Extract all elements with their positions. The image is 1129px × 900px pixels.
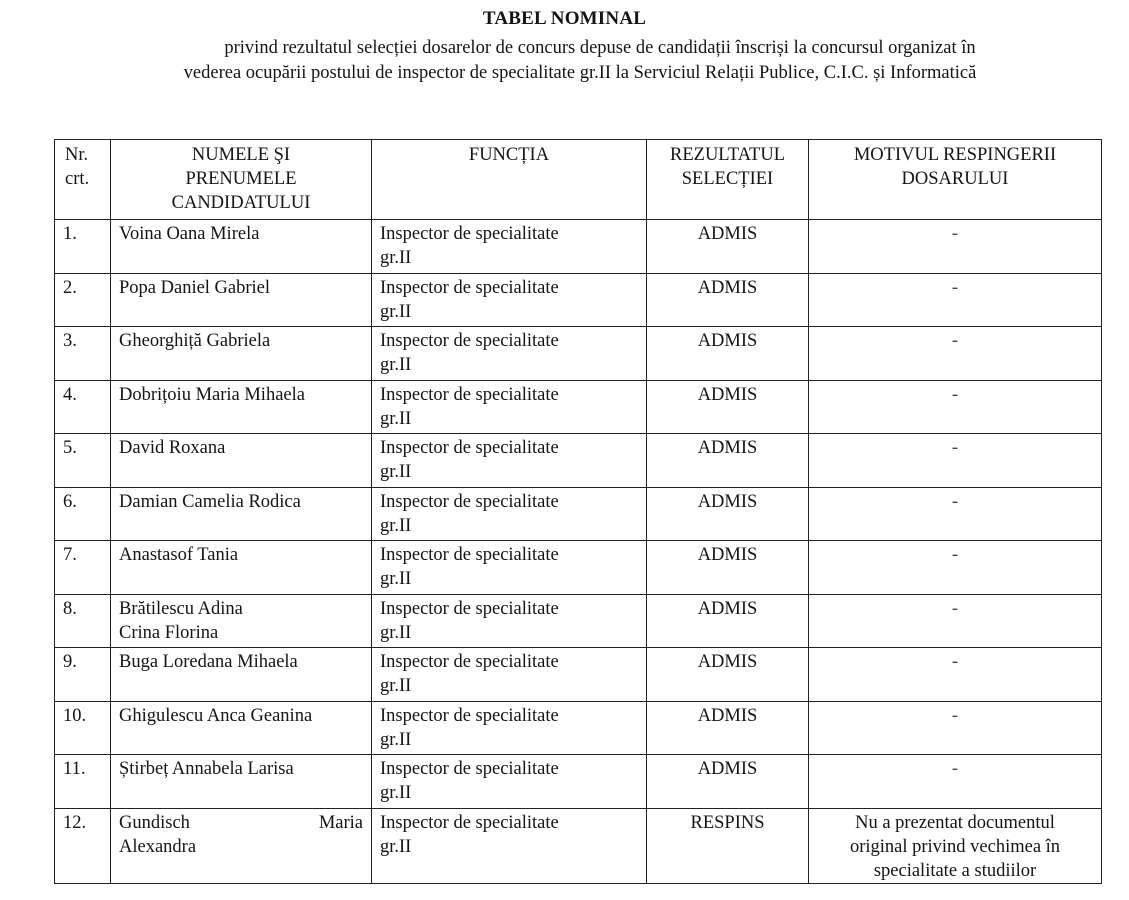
candidate-function: [372, 755, 647, 809]
candidate-name-line-1: Damian Camelia Rodica: [119, 491, 301, 512]
function-line-2: gr.II: [380, 248, 412, 268]
function-line-1: Inspector de specialitate: [380, 331, 559, 351]
candidate-name: [111, 701, 372, 755]
selection-result: ADMIS: [647, 434, 809, 488]
header-name-line-1: NUMELE ŞI: [191, 145, 291, 165]
function-line-1: Inspector de specialitate: [380, 277, 559, 298]
header-result: [647, 140, 809, 220]
rejection-reason: -: [809, 755, 1102, 809]
candidate-name: [111, 273, 372, 327]
function-line-1: Inspector de specialitate: [380, 545, 559, 565]
candidate-name-line-2: Alexandra: [119, 836, 197, 857]
candidate-name-line-1: Buga Loredana Mihaela: [119, 652, 298, 672]
candidate-name-line-1: Anastasof Tania: [119, 545, 239, 565]
header-result-line-1: REZULTATUL: [670, 145, 785, 165]
row-number: 1.: [55, 220, 111, 274]
candidate-name-line-2: Crina Florina: [119, 622, 219, 643]
candidate-function: [372, 327, 647, 381]
candidate-name-line-1: Voina Oana Mirela: [119, 224, 260, 244]
document-title: TABEL NOMINAL: [482, 8, 647, 29]
row-number: 7.: [55, 541, 111, 595]
table-row: [55, 434, 1102, 488]
rejection-reason-line-3: specialitate a studiilor: [873, 860, 1037, 881]
row-number: 6.: [55, 487, 111, 541]
function-line-2: gr.II: [380, 729, 412, 750]
header-row: [55, 140, 1102, 220]
candidate-name: [111, 541, 372, 595]
candidate-name-line-1: Ghigulescu Anca Geanina: [119, 705, 313, 726]
table-row: [55, 273, 1102, 327]
function-line-1: Inspector de specialitate: [380, 812, 559, 833]
function-line-2: gr.II: [380, 569, 412, 589]
header-nr: [55, 140, 111, 220]
header-name: [111, 140, 372, 220]
candidate-function: [372, 594, 647, 648]
candidate-function: [372, 648, 647, 702]
candidate-function: [372, 434, 647, 488]
selection-result: ADMIS: [647, 273, 809, 327]
table-row: [55, 541, 1102, 595]
candidate-name: [111, 648, 372, 702]
row-number: 2.: [55, 273, 111, 327]
header-name-line-3: CANDIDATULUI: [171, 193, 311, 213]
function-line-2: gr.II: [380, 408, 412, 429]
table-row: [55, 755, 1102, 809]
rejection-reason: -: [809, 220, 1102, 274]
candidate-name: [111, 434, 372, 488]
rejection-reason: [809, 808, 1102, 883]
candidate-first-name: Maria: [318, 812, 363, 833]
header-reason-line-1: MOTIVUL RESPINGERII: [853, 145, 1057, 165]
rejection-reason: -: [809, 327, 1102, 381]
candidate-name-line-1: Gheorghiță Gabriela: [119, 331, 271, 351]
results-table: [54, 139, 1102, 884]
candidate-function: [372, 701, 647, 755]
rejection-reason: -: [809, 701, 1102, 755]
candidate-name: [111, 808, 372, 883]
candidate-function: [372, 220, 647, 274]
candidate-function: [372, 380, 647, 434]
function-line-1: Inspector de specialitate: [380, 491, 559, 512]
header-name-line-2: PRENUMELE: [185, 169, 297, 189]
function-line-2: gr.II: [380, 462, 412, 482]
selection-result: ADMIS: [647, 327, 809, 381]
function-line-1: Inspector de specialitate: [380, 224, 559, 244]
header-nr-line-1: Nr.: [65, 145, 89, 165]
table-row: [55, 380, 1102, 434]
candidate-name-line-1: Brătilescu Adina: [119, 598, 243, 619]
selection-result: ADMIS: [647, 755, 809, 809]
selection-result: RESPINS: [647, 808, 809, 883]
function-line-2: gr.II: [380, 836, 412, 857]
function-line-1: Inspector de specialitate: [380, 598, 559, 619]
table-row: [55, 808, 1102, 883]
candidate-name-line-1: Popa Daniel Gabriel: [119, 277, 271, 298]
candidate-name: [111, 380, 372, 434]
function-line-2: gr.II: [380, 355, 412, 375]
rejection-reason: -: [809, 434, 1102, 488]
table-row: [55, 648, 1102, 702]
subtitle-line-2: vederea ocupării postului de inspector de specialitate gr.II la Serviciul Relații Publice, C.I.C. și Informatică: [183, 63, 977, 83]
selection-result: ADMIS: [647, 541, 809, 595]
row-number: 11.: [55, 755, 111, 809]
table-row: [55, 327, 1102, 381]
rejection-reason-line-2: original privind vechimea în: [849, 836, 1061, 857]
table-row: [55, 701, 1102, 755]
row-number: 8.: [55, 594, 111, 648]
function-line-2: gr.II: [380, 301, 412, 322]
candidate-function: [372, 487, 647, 541]
subtitle-line-1: privind rezultatul selecției dosarelor de concurs depuse de candidații înscriși la concursul organizat în: [224, 38, 976, 58]
selection-result: ADMIS: [647, 594, 809, 648]
function-line-2: gr.II: [380, 622, 412, 643]
row-number: 10.: [55, 701, 111, 755]
table-row: [55, 594, 1102, 648]
candidate-name: [111, 327, 372, 381]
candidate-name: [111, 755, 372, 809]
table-header: [55, 140, 1102, 220]
candidate-name: [111, 594, 372, 648]
header-nr-line-2: crt.: [65, 169, 90, 189]
header-result-line-2: SELECȚIEI: [681, 169, 774, 189]
rejection-reason: -: [809, 541, 1102, 595]
row-number: 9.: [55, 648, 111, 702]
header-function: [372, 140, 647, 220]
header-reason: [809, 140, 1102, 220]
selection-result: ADMIS: [647, 487, 809, 541]
function-line-1: Inspector de specialitate: [380, 759, 559, 779]
selection-result: ADMIS: [647, 701, 809, 755]
selection-result: ADMIS: [647, 648, 809, 702]
row-number: 3.: [55, 327, 111, 381]
rejection-reason: -: [809, 273, 1102, 327]
function-line-2: gr.II: [380, 676, 412, 696]
header-reason-line-2: DOSARULUI: [901, 169, 1009, 189]
rejection-reason: -: [809, 487, 1102, 541]
header-function-label: FUNCȚIA: [468, 145, 550, 165]
selection-result: ADMIS: [647, 380, 809, 434]
rejection-reason: -: [809, 648, 1102, 702]
rejection-reason-line-1: Nu a prezentat documentul: [855, 812, 1055, 833]
candidate-name-line-1: Știrbeț Annabela Larisa: [119, 759, 294, 779]
selection-result: ADMIS: [647, 220, 809, 274]
candidate-function: [372, 273, 647, 327]
table-row: [55, 487, 1102, 541]
candidate-name-line-1: David Roxana: [119, 438, 226, 458]
table-row: [55, 220, 1102, 274]
function-line-1: Inspector de specialitate: [380, 705, 559, 726]
rejection-reason: -: [809, 380, 1102, 434]
candidate-name-line-1: Dobrițoiu Maria Mihaela: [119, 384, 305, 405]
function-line-2: gr.II: [380, 783, 412, 803]
row-number: 4.: [55, 380, 111, 434]
document-subtitle: [60, 36, 1100, 86]
table-body: [55, 220, 1102, 884]
candidate-name: [111, 220, 372, 274]
function-line-1: Inspector de specialitate: [380, 438, 559, 458]
candidate-function: [372, 541, 647, 595]
row-number: 5.: [55, 434, 111, 488]
row-number: 12.: [55, 808, 111, 883]
candidate-function: [372, 808, 647, 883]
function-line-1: Inspector de specialitate: [380, 384, 559, 405]
candidate-name: [111, 487, 372, 541]
function-line-1: Inspector de specialitate: [380, 652, 559, 672]
candidate-name-line-1: [119, 811, 363, 835]
function-line-2: gr.II: [380, 515, 412, 536]
rejection-reason: -: [809, 594, 1102, 648]
candidate-surname: Gundisch: [119, 812, 190, 833]
